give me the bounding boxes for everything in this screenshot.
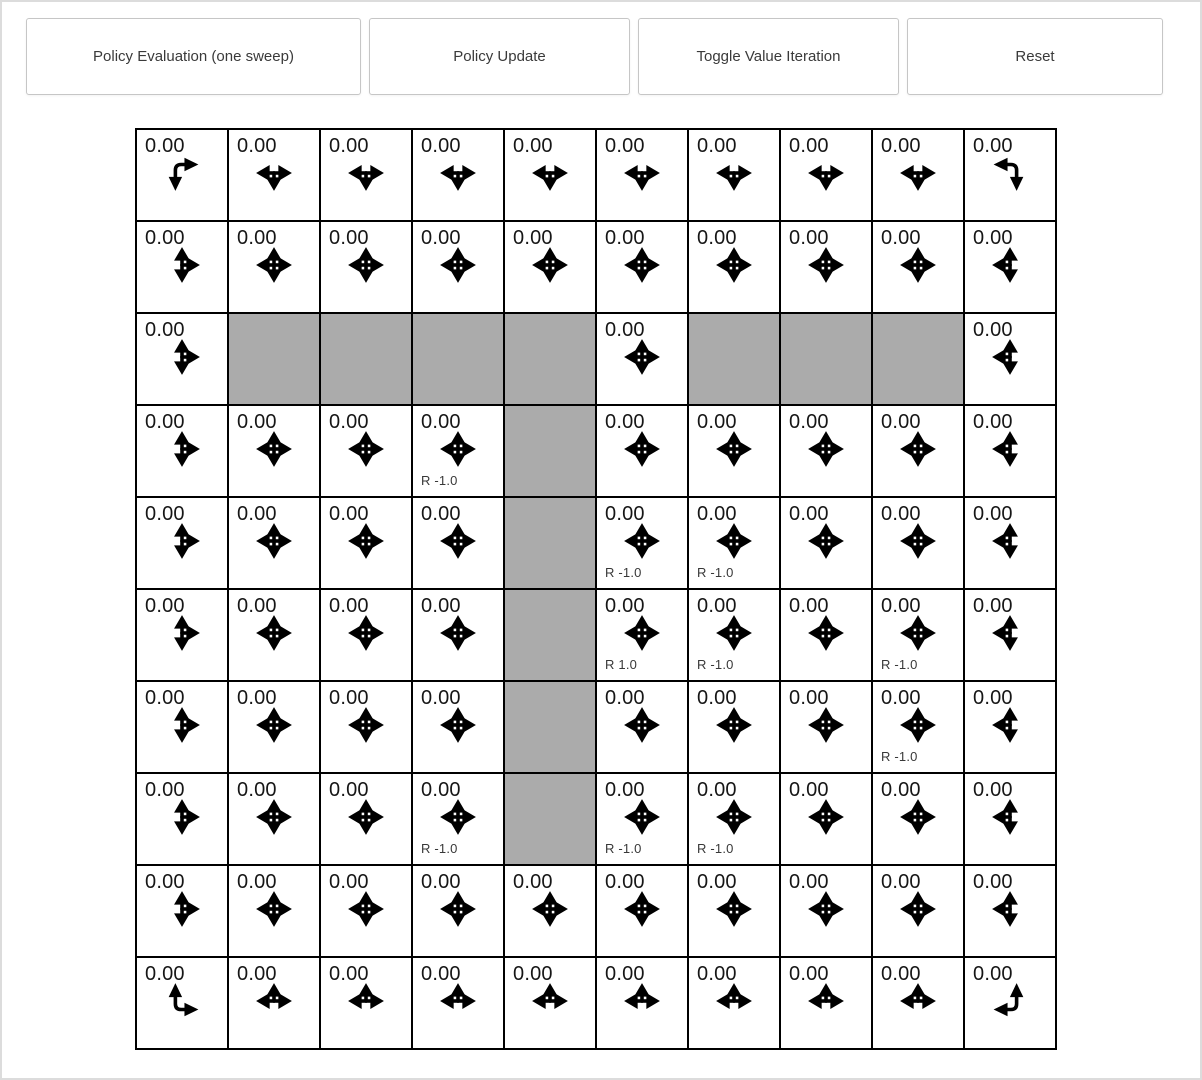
- grid-cell[interactable]: [596, 497, 688, 589]
- grid-cell[interactable]: [320, 405, 412, 497]
- cell-value: 0.00: [697, 411, 737, 433]
- policy-arrows-up-down-right-icon: [137, 248, 227, 282]
- cell-value: 0.00: [237, 595, 277, 617]
- policy-evaluation-button[interactable]: Policy Evaluation (one sweep): [26, 18, 361, 95]
- policy-arrows-left-right-up-icon: [321, 984, 411, 1018]
- grid-cell[interactable]: [688, 497, 780, 589]
- grid-cell[interactable]: [688, 221, 780, 313]
- reward-label: R -1.0: [605, 565, 642, 580]
- grid-cell[interactable]: [136, 497, 228, 589]
- cell-value: 0.00: [973, 411, 1013, 433]
- policy-arrows-up-down-right-icon: [137, 524, 227, 558]
- cell-value: 0.00: [881, 963, 921, 985]
- cell-value: 0.00: [973, 503, 1013, 525]
- policy-arrows-left-right-down-icon: [505, 156, 595, 190]
- policy-arrows-up-down-left-icon: [965, 248, 1055, 282]
- grid-cell[interactable]: [780, 957, 872, 1049]
- cell-value: 0.00: [973, 319, 1013, 341]
- policy-arrows-up-down-left-icon: [965, 708, 1055, 742]
- policy-arrows-all-icon: [321, 616, 411, 650]
- policy-arrows-all-icon: [597, 248, 687, 282]
- policy-arrows-all-icon: [873, 708, 963, 742]
- cell-value: 0.00: [605, 871, 645, 893]
- reward-label: R -1.0: [697, 841, 734, 856]
- grid-cell[interactable]: [412, 681, 504, 773]
- policy-arrows-left-right-down-icon: [873, 156, 963, 190]
- policy-arrows-all-icon: [413, 524, 503, 558]
- grid-cell[interactable]: [688, 405, 780, 497]
- cell-value: 0.00: [881, 595, 921, 617]
- grid-cell[interactable]: [780, 497, 872, 589]
- grid-cell[interactable]: [228, 497, 320, 589]
- grid-cell[interactable]: [412, 221, 504, 313]
- cell-value: 0.00: [605, 135, 645, 157]
- policy-arrows-up-left-curved-icon: [965, 984, 1055, 1018]
- cell-value: 0.00: [237, 779, 277, 801]
- policy-arrows-all-icon: [229, 432, 319, 466]
- cell-value: 0.00: [513, 227, 553, 249]
- cell-value: 0.00: [881, 871, 921, 893]
- policy-arrows-all-icon: [873, 432, 963, 466]
- policy-arrows-all-icon: [321, 248, 411, 282]
- policy-arrows-left-right-up-icon: [781, 984, 871, 1018]
- cell-value: 0.00: [789, 779, 829, 801]
- cell-value: 0.00: [697, 595, 737, 617]
- policy-arrows-all-icon: [229, 800, 319, 834]
- cell-value: 0.00: [605, 595, 645, 617]
- cell-value: 0.00: [421, 503, 461, 525]
- cell-value: 0.00: [421, 411, 461, 433]
- grid-cell[interactable]: [412, 865, 504, 957]
- policy-arrows-all-icon: [873, 800, 963, 834]
- cell-value: 0.00: [605, 319, 645, 341]
- cell-value: 0.00: [421, 227, 461, 249]
- grid-cell[interactable]: [872, 497, 964, 589]
- policy-arrows-all-icon: [413, 800, 503, 834]
- policy-arrows-all-icon: [597, 432, 687, 466]
- policy-arrows-all-icon: [781, 524, 871, 558]
- policy-arrows-all-icon: [597, 800, 687, 834]
- grid-cell[interactable]: [872, 589, 964, 681]
- grid-cell[interactable]: [872, 405, 964, 497]
- grid-cell[interactable]: [964, 589, 1056, 681]
- grid-cell[interactable]: [596, 405, 688, 497]
- cell-value: 0.00: [973, 687, 1013, 709]
- wall-cell[interactable]: [504, 589, 596, 681]
- grid-cell[interactable]: [688, 681, 780, 773]
- grid-cell[interactable]: [596, 129, 688, 221]
- cell-value: 0.00: [973, 135, 1013, 157]
- grid-cell[interactable]: [228, 957, 320, 1049]
- grid-cell[interactable]: [780, 589, 872, 681]
- policy-arrows-all-icon: [413, 248, 503, 282]
- grid-cell[interactable]: [412, 773, 504, 865]
- cell-value: 0.00: [605, 963, 645, 985]
- grid-cell[interactable]: [136, 773, 228, 865]
- policy-arrows-all-icon: [689, 800, 779, 834]
- policy-arrows-all-icon: [781, 800, 871, 834]
- policy-arrows-left-right-down-icon: [689, 156, 779, 190]
- policy-arrows-all-icon: [229, 248, 319, 282]
- grid-cell[interactable]: [504, 129, 596, 221]
- cell-value: 0.00: [145, 779, 185, 801]
- cell-value: 0.00: [973, 779, 1013, 801]
- cell-value: 0.00: [605, 503, 645, 525]
- cell-value: 0.00: [329, 503, 369, 525]
- policy-arrows-all-icon: [597, 340, 687, 374]
- cell-value: 0.00: [789, 503, 829, 525]
- cell-value: 0.00: [789, 227, 829, 249]
- cell-value: 0.00: [789, 595, 829, 617]
- policy-arrows-left-right-up-icon: [873, 984, 963, 1018]
- cell-value: 0.00: [789, 871, 829, 893]
- policy-arrows-all-icon: [597, 616, 687, 650]
- grid-cell[interactable]: [136, 681, 228, 773]
- policy-arrows-left-right-up-icon: [689, 984, 779, 1018]
- grid-cell[interactable]: [964, 221, 1056, 313]
- wall-cell[interactable]: [504, 681, 596, 773]
- wall-cell[interactable]: [780, 313, 872, 405]
- grid-cell[interactable]: [320, 773, 412, 865]
- wall-cell[interactable]: [688, 313, 780, 405]
- grid-cell[interactable]: [228, 681, 320, 773]
- policy-arrows-all-icon: [229, 616, 319, 650]
- cell-value: 0.00: [881, 503, 921, 525]
- cell-value: 0.00: [145, 595, 185, 617]
- cell-value: 0.00: [513, 963, 553, 985]
- cell-value: 0.00: [145, 503, 185, 525]
- policy-arrows-all-icon: [229, 524, 319, 558]
- cell-value: 0.00: [145, 411, 185, 433]
- grid-cell[interactable]: [228, 865, 320, 957]
- cell-value: 0.00: [421, 135, 461, 157]
- cell-value: 0.00: [329, 779, 369, 801]
- wall-cell[interactable]: [228, 313, 320, 405]
- grid-cell[interactable]: [320, 865, 412, 957]
- grid-cell[interactable]: [964, 681, 1056, 773]
- cell-value: 0.00: [697, 779, 737, 801]
- grid-cell[interactable]: [596, 313, 688, 405]
- policy-arrows-down-right-curved-icon: [137, 156, 227, 190]
- policy-arrows-up-down-left-icon: [965, 432, 1055, 466]
- policy-arrows-all-icon: [413, 708, 503, 742]
- cell-value: 0.00: [329, 135, 369, 157]
- grid-cell[interactable]: [596, 589, 688, 681]
- reward-label: R -1.0: [697, 565, 734, 580]
- grid-cell[interactable]: [136, 589, 228, 681]
- grid-cell[interactable]: [964, 865, 1056, 957]
- policy-arrows-all-icon: [413, 616, 503, 650]
- cell-value: 0.00: [237, 503, 277, 525]
- grid-cell[interactable]: [780, 129, 872, 221]
- grid-cell[interactable]: [964, 129, 1056, 221]
- grid-cell[interactable]: [780, 865, 872, 957]
- grid-cell[interactable]: [136, 405, 228, 497]
- cell-value: 0.00: [145, 687, 185, 709]
- grid-cell[interactable]: [136, 129, 228, 221]
- policy-arrows-all-icon: [781, 248, 871, 282]
- policy-arrows-all-icon: [689, 248, 779, 282]
- grid-cell[interactable]: [320, 681, 412, 773]
- policy-arrows-all-icon: [781, 616, 871, 650]
- cell-value: 0.00: [145, 227, 185, 249]
- policy-arrows-all-icon: [873, 524, 963, 558]
- cell-value: 0.00: [789, 411, 829, 433]
- policy-arrows-all-icon: [689, 892, 779, 926]
- cell-value: 0.00: [789, 135, 829, 157]
- policy-arrows-all-icon: [229, 708, 319, 742]
- grid-cell[interactable]: [596, 681, 688, 773]
- cell-value: 0.00: [329, 227, 369, 249]
- cell-value: 0.00: [329, 871, 369, 893]
- cell-value: 0.00: [421, 687, 461, 709]
- grid-cell[interactable]: [780, 221, 872, 313]
- policy-arrows-left-right-up-icon: [505, 984, 595, 1018]
- cell-value: 0.00: [973, 963, 1013, 985]
- policy-update-button[interactable]: Policy Update: [369, 18, 630, 95]
- wall-cell[interactable]: [504, 405, 596, 497]
- grid-cell[interactable]: [412, 497, 504, 589]
- cell-value: 0.00: [329, 963, 369, 985]
- cell-value: 0.00: [697, 687, 737, 709]
- grid-cell[interactable]: [320, 129, 412, 221]
- grid-cell[interactable]: [228, 589, 320, 681]
- cell-value: 0.00: [145, 319, 185, 341]
- policy-arrows-up-down-right-icon: [137, 892, 227, 926]
- policy-arrows-all-icon: [873, 892, 963, 926]
- cell-value: 0.00: [973, 227, 1013, 249]
- grid-cell[interactable]: [688, 865, 780, 957]
- grid-cell[interactable]: [872, 865, 964, 957]
- grid-cell[interactable]: [780, 681, 872, 773]
- policy-arrows-left-right-down-icon: [321, 156, 411, 190]
- grid-cell[interactable]: [964, 773, 1056, 865]
- cell-value: 0.00: [973, 871, 1013, 893]
- policy-arrows-left-right-up-icon: [597, 984, 687, 1018]
- grid-cell[interactable]: [964, 497, 1056, 589]
- grid-cell[interactable]: [228, 773, 320, 865]
- cell-value: 0.00: [421, 963, 461, 985]
- policy-arrows-up-down-right-icon: [137, 432, 227, 466]
- grid-cell[interactable]: [872, 681, 964, 773]
- cell-value: 0.00: [697, 135, 737, 157]
- cell-value: 0.00: [881, 687, 921, 709]
- policy-arrows-up-down-right-icon: [137, 340, 227, 374]
- cell-value: 0.00: [237, 871, 277, 893]
- cell-value: 0.00: [421, 595, 461, 617]
- grid-cell[interactable]: [964, 313, 1056, 405]
- policy-arrows-all-icon: [321, 892, 411, 926]
- cell-value: 0.00: [145, 963, 185, 985]
- cell-value: 0.00: [881, 779, 921, 801]
- grid-cell[interactable]: [228, 221, 320, 313]
- cell-value: 0.00: [697, 963, 737, 985]
- grid-cell[interactable]: [504, 221, 596, 313]
- policy-arrows-all-icon: [597, 892, 687, 926]
- cell-value: 0.00: [789, 687, 829, 709]
- policy-arrows-all-icon: [597, 524, 687, 558]
- cell-value: 0.00: [237, 687, 277, 709]
- grid-cell[interactable]: [136, 221, 228, 313]
- grid-cell[interactable]: [872, 957, 964, 1049]
- reward-label: R -1.0: [421, 473, 458, 488]
- cell-value: 0.00: [145, 871, 185, 893]
- grid-cell[interactable]: [872, 221, 964, 313]
- wall-cell[interactable]: [412, 313, 504, 405]
- grid-cell[interactable]: [780, 773, 872, 865]
- grid-cell[interactable]: [964, 957, 1056, 1049]
- cell-value: 0.00: [237, 963, 277, 985]
- gridworld-grid: [135, 128, 1057, 1050]
- cell-value: 0.00: [973, 595, 1013, 617]
- grid-cell[interactable]: [412, 405, 504, 497]
- cell-value: 0.00: [329, 687, 369, 709]
- policy-arrows-all-icon: [505, 248, 595, 282]
- grid-cell[interactable]: [412, 129, 504, 221]
- wall-cell[interactable]: [320, 313, 412, 405]
- grid-cell[interactable]: [136, 313, 228, 405]
- policy-arrows-all-icon: [873, 248, 963, 282]
- policy-arrows-all-icon: [597, 708, 687, 742]
- wall-cell[interactable]: [504, 313, 596, 405]
- policy-arrows-all-icon: [321, 800, 411, 834]
- reward-label: R -1.0: [881, 749, 918, 764]
- policy-arrows-up-down-left-icon: [965, 616, 1055, 650]
- policy-arrows-up-down-left-icon: [965, 800, 1055, 834]
- cell-value: 0.00: [237, 135, 277, 157]
- policy-arrows-left-right-up-icon: [413, 984, 503, 1018]
- grid-cell[interactable]: [504, 957, 596, 1049]
- policy-arrows-up-down-right-icon: [137, 616, 227, 650]
- policy-arrows-left-right-down-icon: [781, 156, 871, 190]
- cell-value: 0.00: [421, 779, 461, 801]
- grid-cell[interactable]: [320, 497, 412, 589]
- cell-value: 0.00: [605, 411, 645, 433]
- grid-cell[interactable]: [596, 865, 688, 957]
- reward-label: R -1.0: [421, 841, 458, 856]
- policy-arrows-all-icon: [781, 892, 871, 926]
- reward-label: R -1.0: [697, 657, 734, 672]
- cell-value: 0.00: [697, 871, 737, 893]
- grid-cell[interactable]: [136, 957, 228, 1049]
- grid-cell[interactable]: [688, 773, 780, 865]
- grid-cell[interactable]: [320, 957, 412, 1049]
- grid-cell[interactable]: [596, 773, 688, 865]
- policy-arrows-left-right-down-icon: [413, 156, 503, 190]
- policy-arrows-all-icon: [781, 432, 871, 466]
- cell-value: 0.00: [697, 227, 737, 249]
- policy-arrows-all-icon: [413, 892, 503, 926]
- policy-arrows-up-down-left-icon: [965, 340, 1055, 374]
- cell-value: 0.00: [881, 227, 921, 249]
- policy-arrows-all-icon: [321, 524, 411, 558]
- policy-arrows-all-icon: [505, 892, 595, 926]
- wall-cell[interactable]: [504, 497, 596, 589]
- cell-value: 0.00: [605, 779, 645, 801]
- grid-cell[interactable]: [228, 129, 320, 221]
- policy-arrows-all-icon: [689, 432, 779, 466]
- policy-arrows-up-down-left-icon: [965, 524, 1055, 558]
- policy-arrows-all-icon: [689, 616, 779, 650]
- cell-value: 0.00: [605, 687, 645, 709]
- grid-cell[interactable]: [320, 589, 412, 681]
- grid-cell[interactable]: [596, 957, 688, 1049]
- policy-arrows-all-icon: [873, 616, 963, 650]
- policy-arrows-left-right-down-icon: [597, 156, 687, 190]
- reward-label: R -1.0: [881, 657, 918, 672]
- cell-value: 0.00: [237, 411, 277, 433]
- grid-cell[interactable]: [412, 957, 504, 1049]
- grid-cell[interactable]: [412, 589, 504, 681]
- policy-arrows-left-right-up-icon: [229, 984, 319, 1018]
- cell-value: 0.00: [513, 135, 553, 157]
- policy-arrows-up-right-curved-icon: [137, 984, 227, 1018]
- grid-cell[interactable]: [504, 865, 596, 957]
- policy-arrows-all-icon: [689, 524, 779, 558]
- toggle-value-iteration-button[interactable]: Toggle Value Iteration: [638, 18, 899, 95]
- cell-value: 0.00: [697, 503, 737, 525]
- cell-value: 0.00: [421, 871, 461, 893]
- policy-arrows-up-down-right-icon: [137, 800, 227, 834]
- toolbar: [26, 18, 1163, 95]
- grid-cell[interactable]: [136, 865, 228, 957]
- policy-arrows-all-icon: [229, 892, 319, 926]
- grid-cell[interactable]: [688, 589, 780, 681]
- policy-arrows-all-icon: [321, 432, 411, 466]
- policy-arrows-up-down-right-icon: [137, 708, 227, 742]
- cell-value: 0.00: [605, 227, 645, 249]
- policy-arrows-all-icon: [413, 432, 503, 466]
- grid-cell[interactable]: [872, 129, 964, 221]
- grid-cell[interactable]: [964, 405, 1056, 497]
- grid-cell[interactable]: [688, 129, 780, 221]
- cell-value: 0.00: [145, 135, 185, 157]
- grid-cell[interactable]: [688, 957, 780, 1049]
- cell-value: 0.00: [789, 963, 829, 985]
- cell-value: 0.00: [329, 411, 369, 433]
- policy-arrows-all-icon: [781, 708, 871, 742]
- grid-cell[interactable]: [596, 221, 688, 313]
- policy-arrows-down-left-curved-icon: [965, 156, 1055, 190]
- cell-value: 0.00: [329, 595, 369, 617]
- policy-arrows-left-right-down-icon: [229, 156, 319, 190]
- grid-cell[interactable]: [780, 405, 872, 497]
- cell-value: 0.00: [237, 227, 277, 249]
- grid-cell[interactable]: [872, 773, 964, 865]
- wall-cell[interactable]: [872, 313, 964, 405]
- policy-arrows-all-icon: [321, 708, 411, 742]
- policy-arrows-all-icon: [689, 708, 779, 742]
- wall-cell[interactable]: [504, 773, 596, 865]
- cell-value: 0.00: [881, 135, 921, 157]
- reward-label: R -1.0: [605, 841, 642, 856]
- grid-cell[interactable]: [228, 405, 320, 497]
- cell-value: 0.00: [513, 871, 553, 893]
- reward-label: R 1.0: [605, 657, 638, 672]
- grid-cell[interactable]: [320, 221, 412, 313]
- reset-button[interactable]: Reset: [907, 18, 1163, 95]
- cell-value: 0.00: [881, 411, 921, 433]
- policy-arrows-up-down-left-icon: [965, 892, 1055, 926]
